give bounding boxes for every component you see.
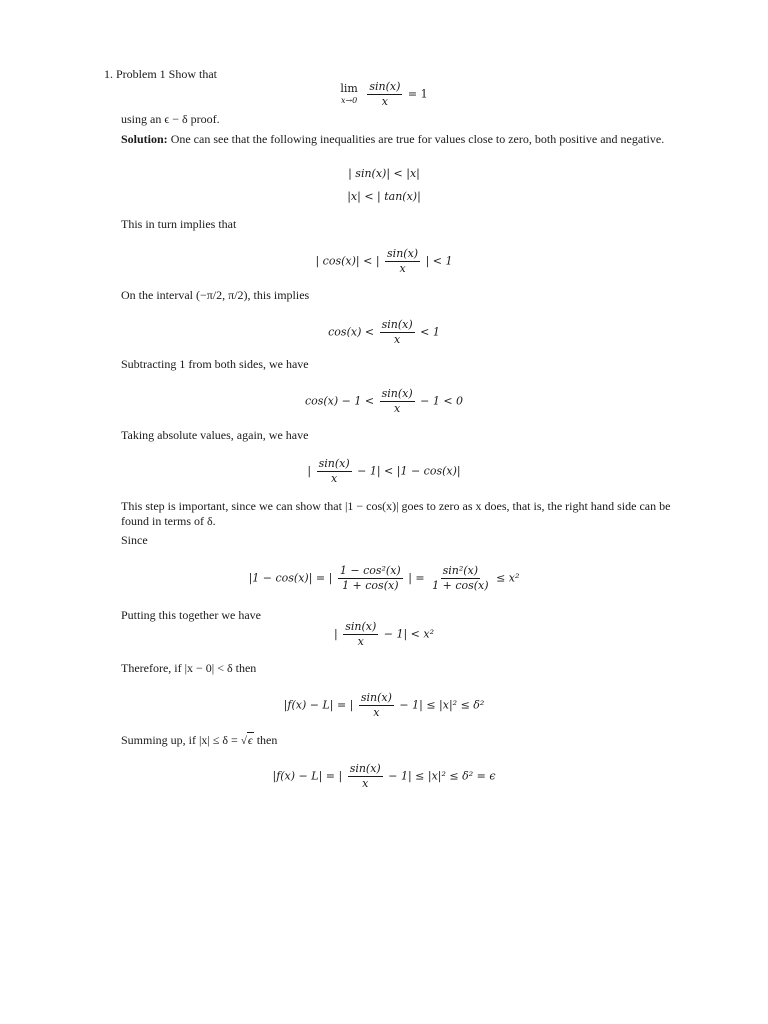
step-since: Since bbox=[121, 533, 148, 547]
eq-fraction bbox=[380, 318, 415, 347]
fraction-denominator: x bbox=[393, 333, 401, 346]
equation-therefore bbox=[0, 691, 768, 720]
sqrt-radicand: ϵ bbox=[247, 733, 253, 747]
equation-cos-abs bbox=[0, 247, 768, 276]
eq-fraction bbox=[317, 457, 352, 486]
solution-label: Solution: bbox=[121, 132, 168, 146]
eq-fraction-2 bbox=[430, 564, 490, 593]
step-subtract: Subtracting 1 from both sides, we have bbox=[121, 357, 309, 371]
inequality-sin: | sin(x)| < |x| bbox=[348, 167, 420, 180]
fraction-numerator: sin(x) bbox=[381, 318, 413, 331]
fraction-denominator: x bbox=[399, 262, 406, 275]
fraction-denominator: x bbox=[381, 95, 388, 108]
fraction-numerator: sin(x) bbox=[369, 80, 401, 93]
step-interval: On the interval (−π/2, π/2), this implies bbox=[121, 288, 310, 302]
fraction-denominator: x bbox=[362, 777, 369, 790]
eq-right: − 1| < |1 − cos(x)| bbox=[357, 464, 461, 478]
eq-right: ≤ x² bbox=[496, 571, 520, 585]
limit-fraction bbox=[367, 80, 402, 109]
equation-cos bbox=[0, 318, 768, 347]
eq-right: − 1| ≤ |x|² ≤ δ² bbox=[399, 698, 485, 712]
problem-title: Problem 1 Show that bbox=[116, 67, 217, 81]
fraction-denominator: 1 + cos(x) bbox=[432, 579, 489, 592]
fraction-numerator: sin(x) bbox=[345, 620, 377, 633]
eq-fraction bbox=[380, 387, 415, 416]
eq-fraction bbox=[343, 620, 378, 649]
equation-final bbox=[0, 762, 768, 791]
fraction-denominator: x bbox=[373, 706, 380, 719]
fraction-denominator: x bbox=[393, 402, 401, 415]
fraction-numerator: sin(x) bbox=[318, 457, 350, 470]
equation-putting bbox=[0, 620, 768, 649]
fraction-numerator: sin(x) bbox=[387, 247, 419, 260]
equation-subtract bbox=[0, 387, 768, 416]
step-absolute: Taking absolute values, again, we have bbox=[121, 428, 309, 442]
eq-left: |f(x) − L| = | bbox=[272, 769, 343, 783]
equation-absolute bbox=[0, 457, 768, 486]
fraction-numerator: sin(x) bbox=[349, 762, 381, 775]
eq-right: − 1| ≤ |x|² ≤ δ² = ϵ bbox=[388, 769, 496, 783]
limit-operator bbox=[340, 83, 357, 107]
sqrt-symbol: √ bbox=[240, 735, 247, 747]
step-important: This step is important, since we can show that |1 − cos(x)| goes to zero as x does, that is, the right hand side can be found in terms of δ. bbox=[121, 499, 671, 528]
fraction-denominator: x bbox=[331, 472, 338, 485]
fraction-numerator: sin(x) bbox=[360, 691, 392, 704]
fraction-numerator: sin(x) bbox=[381, 387, 413, 400]
fraction-numerator: 1 − cos²(x) bbox=[339, 564, 401, 577]
step-therefore: Therefore, if |x − 0| < δ then bbox=[121, 661, 257, 675]
eq-fraction bbox=[348, 762, 383, 791]
eq-right: − 1| < x² bbox=[383, 627, 434, 641]
using-line: using an ϵ − δ proof. bbox=[121, 112, 220, 126]
step-implies: This in turn implies that bbox=[121, 217, 237, 231]
eq-left: | bbox=[307, 464, 312, 478]
lim-text: lim bbox=[340, 81, 358, 95]
eq-left: |1 − cos(x)| = | bbox=[248, 571, 333, 585]
eq-right: − 1 < 0 bbox=[420, 394, 464, 408]
summing-prefix: Summing up, if |x| ≤ δ = bbox=[121, 733, 241, 747]
equation-cos-bound bbox=[0, 564, 768, 593]
summing-suffix: then bbox=[253, 733, 278, 747]
eq-left: | cos(x)| < | bbox=[315, 254, 380, 268]
fraction-denominator: x bbox=[357, 635, 364, 648]
limit-equation bbox=[0, 80, 768, 109]
lim-subscript: x→0 bbox=[340, 95, 358, 105]
step-putting: Putting this together we have bbox=[121, 608, 261, 622]
eq-left: | bbox=[333, 627, 338, 641]
problem-number: 1. bbox=[104, 67, 113, 81]
eq-fraction bbox=[385, 247, 420, 276]
inequality-tan: |x| < | tan(x)| bbox=[347, 190, 421, 203]
limit-rhs: = 1 bbox=[407, 87, 428, 101]
eq-left: cos(x) < bbox=[328, 325, 375, 339]
solution-intro bbox=[121, 132, 686, 147]
solution-intro-text: One can see that the following inequalities are true for values close to zero, both positive and negative. bbox=[170, 132, 665, 146]
fraction-numerator: sin²(x) bbox=[442, 564, 479, 577]
fraction-denominator: 1 + cos(x) bbox=[342, 579, 399, 592]
eq-left: |f(x) − L| = | bbox=[283, 698, 354, 712]
eq-right: | < 1 bbox=[425, 254, 453, 268]
eq-right: < 1 bbox=[420, 325, 440, 339]
eq-mid: | = bbox=[408, 571, 425, 585]
eq-left: cos(x) − 1 < bbox=[304, 394, 375, 408]
step-summing bbox=[121, 733, 686, 749]
eq-fraction bbox=[359, 691, 394, 720]
eq-fraction-1 bbox=[338, 564, 403, 593]
